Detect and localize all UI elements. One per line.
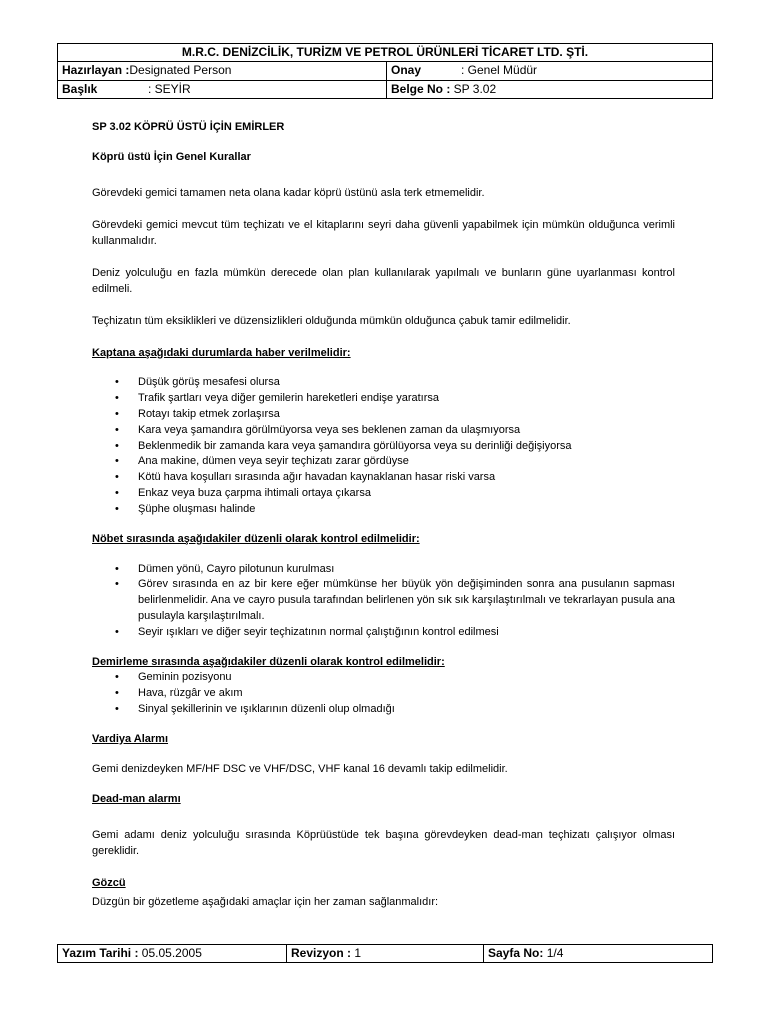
lookout-heading: Gözcü: [92, 876, 126, 889]
list-item-text: Şüphe oluşması halinde: [138, 502, 256, 515]
captain-notify-heading: Kaptana aşağıdaki durumlarda haber verilmelidir:: [92, 346, 351, 359]
revision-label: Revizyon :: [291, 946, 352, 960]
list-item-text: Ana makine, dümen veya seyir teçhizatı zarar gördüyse: [138, 455, 409, 468]
list-item-text: Düşük görüş mesafesi olursa: [138, 376, 280, 389]
list-item: [92, 439, 675, 455]
shift-alarm-text: Gemi denizdeyken MF/HF DSC ve VHF/DSC, VHF kanal 16 devamlı takip edilmelidir.: [92, 762, 508, 775]
bullet-icon: •: [115, 687, 119, 700]
captain-notify-list: [92, 375, 675, 517]
approval-cell: [387, 62, 713, 80]
general-rules-heading: Köprü üstü İçin Genel Kurallar: [92, 150, 251, 163]
page-label: Sayfa No:: [488, 946, 544, 960]
subject-label: Başlık: [62, 81, 98, 96]
anchor-check-list: [92, 670, 675, 717]
list-item-text: Enkaz veya buza çarpma ihtimali ortaya çıkarsa: [138, 487, 371, 500]
list-item: [92, 423, 675, 439]
date-cell: [58, 945, 287, 963]
list-item: [92, 686, 675, 702]
subject-cell: [58, 80, 387, 98]
date-label: Yazım Tarihi :: [62, 946, 139, 960]
list-item: [92, 502, 675, 518]
bullet-icon: •: [115, 671, 119, 684]
list-item-text: Görev sırasında en az bir kere eğer mümkünse her büyük yön değişiminden sonra ana pusulanın sapması belirlenmelidir. Ana ve cayro pusula tarafından belirlenen yön sık sık karşılaştırılmalı ve tekrarlayan pusula ana pusulayla karşılaştırılmalı.: [138, 578, 675, 622]
list-item-text: Hava, rüzgâr ve akım: [138, 687, 243, 700]
list-item: [92, 562, 675, 578]
list-item: [92, 486, 675, 502]
revision-cell: [287, 945, 484, 963]
paragraph-1: Görevdeki gemici tamamen neta olana kadar köprü üstünü asla terk etmemelidir.: [92, 186, 485, 199]
doc-no-label: Belge No :: [391, 81, 451, 96]
doc-no-cell: [387, 80, 713, 98]
page-value: 1/4: [543, 946, 564, 960]
list-item: [92, 454, 675, 470]
list-item-text: Kötü hava koşulları sırasında ağır havadan kaynaklanan hasar riski varsa: [138, 471, 496, 484]
bullet-icon: •: [115, 578, 119, 591]
list-item-text: Kara veya şamandıra görülmüyorsa veya ses beklenen zaman da ulaşmıyorsa: [138, 423, 521, 436]
bullet-icon: •: [115, 625, 119, 638]
list-item-text: Beklenmedik bir zamanda kara veya şamandıra görülüyorsa veya su derinliği değişiyorsa: [138, 439, 572, 452]
list-item-text: Sinyal şekillerinin ve ışıklarının düzenli olup olmadığı: [138, 703, 395, 716]
prepared-by-value: Designated Person: [129, 63, 232, 78]
list-item: [92, 375, 675, 391]
anchor-check-heading: Demirleme sırasında aşağıdakiler düzenli olarak kontrol edilmelidir:: [92, 655, 445, 668]
bullet-icon: •: [115, 703, 119, 716]
list-item-text: Trafik şartları veya diğer gemilerin hareketleri endişe yaratırsa: [138, 392, 439, 405]
list-item-text: Geminin pozisyonu: [138, 671, 232, 684]
list-item-text: Dümen yönü, Cayro pilotunun kurulması: [138, 562, 335, 575]
list-item: [92, 670, 675, 686]
lookout-text: Düzgün bir gözetleme aşağıdaki amaçlar için her zaman sağlanmalıdır:: [92, 896, 439, 909]
list-item: [92, 577, 675, 624]
bullet-icon: •: [115, 408, 119, 421]
document-footer-table: [57, 944, 713, 963]
paragraph-4: Teçhizatın tüm eksiklikleri ve düzensizlikleri olduğunda mümkün olduğunca çabuk tamir edilmelidir.: [92, 314, 571, 327]
document-body: [92, 120, 675, 911]
bullet-icon: •: [115, 423, 119, 436]
approval-label: Onay: [391, 63, 422, 78]
list-item: [92, 391, 675, 407]
deadman-alarm-text: Gemi adamı deniz yolculuğu sırasında Köprüüstüde tek başına görevdeyken dead-man teçhizatı çalışıyor olması gereklidir.: [92, 828, 675, 857]
document-title: SP 3.02 KÖPRÜ ÜSTÜ İÇİN EMİRLER: [92, 121, 285, 133]
bullet-icon: •: [115, 439, 119, 452]
bullet-icon: •: [115, 502, 119, 515]
doc-no-value: SP 3.02: [450, 81, 497, 96]
list-item: [92, 625, 675, 641]
revision-value: 1: [351, 946, 362, 960]
bullet-icon: •: [115, 376, 119, 389]
list-item-text: Rotayı takip etmek zorlaşırsa: [138, 408, 280, 421]
bullet-icon: •: [115, 392, 119, 405]
bullet-icon: •: [115, 471, 119, 484]
company-name: M.R.C. DENİZCİLİK, TURİZM VE PETROL ÜRÜNLERİ TİCARET LTD. ŞTİ.: [58, 44, 713, 62]
document-header-table: [57, 43, 713, 99]
list-item: [92, 702, 675, 718]
deadman-alarm-heading: Dead-man alarmı: [92, 792, 181, 805]
paragraph-2: Görevdeki gemici mevcut tüm teçhizatı ve el kitaplarını seyri daha güvenli yapabilmek için mümkün olduğunca verimli kullanmalıdır.: [92, 218, 675, 247]
bullet-icon: •: [115, 455, 119, 468]
watch-check-heading: Nöbet sırasında aşağıdakiler düzenli olarak kontrol edilmelidir:: [92, 532, 420, 545]
approval-value: : Genel Müdür: [461, 63, 538, 78]
date-value: 05.05.2005: [138, 946, 202, 960]
shift-alarm-heading: Vardiya Alarmı: [92, 732, 169, 745]
list-item-text: Seyir ışıkları ve diğer seyir teçhizatının normal çalıştığının kontrol edilmesi: [138, 625, 499, 638]
page-cell: [484, 945, 713, 963]
prepared-by-label: Hazırlayan :: [62, 63, 130, 78]
bullet-icon: •: [115, 562, 119, 575]
paragraph-3: Deniz yolculuğu en fazla mümkün derecede olan plan kullanılarak yapılmalı ve bunların güne uyarlanması kontrol edilmeli.: [92, 266, 675, 295]
list-item: [92, 407, 675, 423]
list-item: [92, 470, 675, 486]
prepared-by-cell: [58, 62, 387, 80]
watch-check-list: [92, 562, 675, 641]
bullet-icon: •: [115, 487, 119, 500]
subject-value: : SEYİR: [148, 81, 191, 96]
